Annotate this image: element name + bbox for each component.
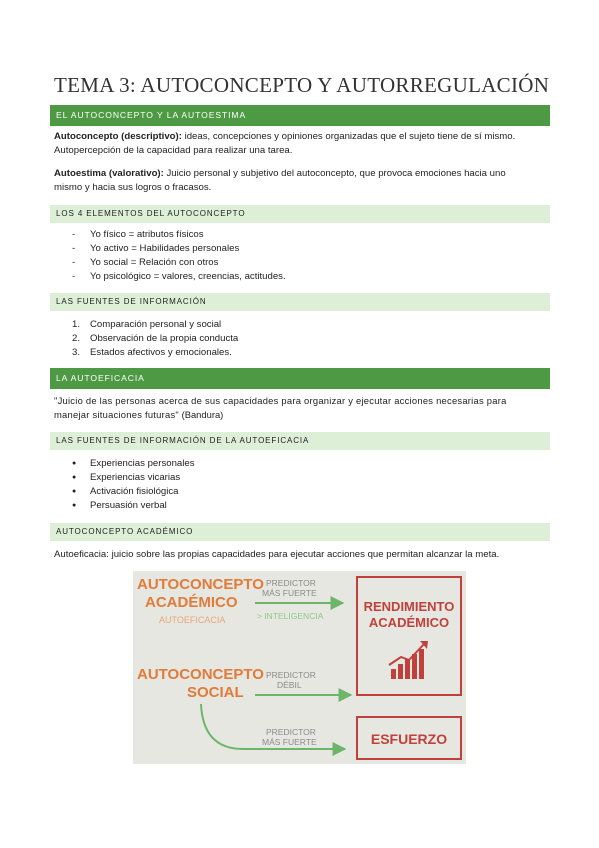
list-item-text: Comparación personal y social	[90, 319, 222, 330]
list-item-text: Yo físico = atributos físicos	[90, 229, 204, 240]
definition-autoconcepto-line2: Autopercepción de la capacidad para realizar una tarea.	[54, 145, 293, 156]
section-heading-autoconcepto-academico: AUTOCONCEPTO ACADÉMICO	[50, 523, 550, 541]
list-item	[54, 471, 534, 485]
term-autoestima: Autoestima (valorativo):	[54, 168, 164, 179]
as-label-line1: AUTOCONCEPTO	[137, 666, 264, 683]
bullet-marker: ●	[72, 460, 77, 467]
number-marker: 1.	[72, 319, 81, 330]
pred2-line1: PREDICTOR	[266, 670, 316, 680]
bandura-quote	[54, 394, 544, 422]
elementos-list	[54, 228, 534, 284]
quote-line2: manejar situaciones futuras"	[54, 409, 179, 420]
page-title: TEMA 3: AUTOCONCEPTO Y AUTORREGULACIÓN	[54, 73, 550, 97]
list-item	[54, 346, 534, 360]
list-item-text: Experiencias personales	[90, 458, 195, 469]
list-item	[54, 228, 534, 242]
bullet-marker: ●	[72, 488, 77, 495]
ac-label-line2: ACADÉMICO	[145, 594, 238, 611]
rend-line2: ACADÉMICO	[368, 615, 450, 630]
list-item-text: Yo activo = Habilidades personales	[90, 243, 240, 254]
list-item	[54, 256, 534, 270]
paragraph-autoestima	[54, 167, 544, 195]
list-item	[54, 270, 534, 284]
list-item-text: Experiencias vicarias	[90, 472, 181, 483]
bar-chart-growth-icon	[389, 641, 428, 679]
list-item-text: Persuasión verbal	[90, 500, 167, 511]
paragraph-autoconcepto	[54, 130, 544, 158]
ac-label-line1: AUTOCONCEPTO	[137, 576, 264, 593]
ac-sub-label: AUTOEFICACIA	[159, 615, 226, 625]
section-heading-fuentes-autoeficacia: LAS FUENTES DE INFORMACIÓN DE LA AUTOEFICACIA	[50, 432, 550, 450]
definition-autoestima-line1: Juicio personal y subjetivo del autoconcepto, que provoca emociones hacia uno	[163, 168, 506, 179]
bullet-marker: ●	[72, 502, 77, 509]
dash-marker: -	[72, 229, 76, 240]
quote-line1: "Juicio de las personas acerca de sus capacidades para organizar y ejecutar acciones necesarias para	[54, 395, 507, 406]
section-heading-fuentes: LAS FUENTES DE INFORMACIÓN	[50, 293, 550, 311]
rend-line1: RENDIMIENTO	[363, 599, 455, 614]
list-item	[54, 332, 534, 346]
dash-marker: -	[72, 257, 76, 268]
list-item	[54, 457, 534, 471]
list-item	[54, 318, 534, 332]
list-item	[54, 499, 534, 513]
section-heading-elementos: LOS 4 ELEMENTOS DEL AUTOCONCEPTO	[50, 205, 550, 223]
list-item-text: Yo social = Relación con otros	[90, 257, 219, 268]
section-heading-autoconcepto-autoestima: EL AUTOCONCEPTO Y LA AUTOESTIMA	[50, 105, 550, 126]
definition-autoestima-line2: mismo y hacia sus logros o fracasos.	[54, 182, 212, 193]
as-label-line2: SOCIAL	[187, 684, 244, 701]
diagram-svg	[133, 571, 466, 764]
autoconcepto-diagram	[133, 571, 466, 764]
list-item-text: Estados afectivos y emocionales.	[90, 347, 232, 358]
number-marker: 3.	[72, 347, 81, 358]
quote-author: (Bandura)	[178, 409, 224, 420]
list-item-text: Activación fisiológica	[90, 486, 179, 497]
dash-marker: -	[72, 271, 76, 282]
paragraph-autoeficacia-meta: Autoeficacia: juicio sobre las propias capacidades para ejecutar acciones que permitan alcanzar la meta.	[54, 549, 500, 560]
pred1-line1: PREDICTOR	[266, 578, 316, 588]
list-item	[54, 485, 534, 499]
dash-marker: -	[72, 243, 76, 254]
list-item-text: Observación de la propia conducta	[90, 333, 239, 344]
intel-label: > INTELIGENCIA	[257, 611, 324, 621]
esfuerzo-label: ESFUERZO	[370, 731, 448, 747]
pred2-line2: DÉBIL	[277, 680, 302, 690]
bullet-marker: ●	[72, 474, 77, 481]
term-autoconcepto: Autoconcepto (descriptivo):	[54, 131, 182, 142]
list-item-text: Yo psicológico = valores, creencias, actitudes.	[90, 271, 286, 282]
fuentes-autoeficacia-list	[54, 457, 534, 513]
definition-autoconcepto-line1: ideas, concepciones y opiniones organizadas que el sujeto tiene de sí mismo.	[181, 131, 516, 142]
section-heading-autoeficacia: LA AUTOEFICACIA	[50, 368, 550, 389]
pred3-line1: PREDICTOR	[266, 727, 316, 737]
fuentes-list	[54, 318, 534, 360]
pred3-line2: MÁS FUERTE	[262, 737, 317, 747]
pred1-line2: MÁS FUERTE	[262, 588, 317, 598]
number-marker: 2.	[72, 333, 81, 344]
list-item	[54, 242, 534, 256]
